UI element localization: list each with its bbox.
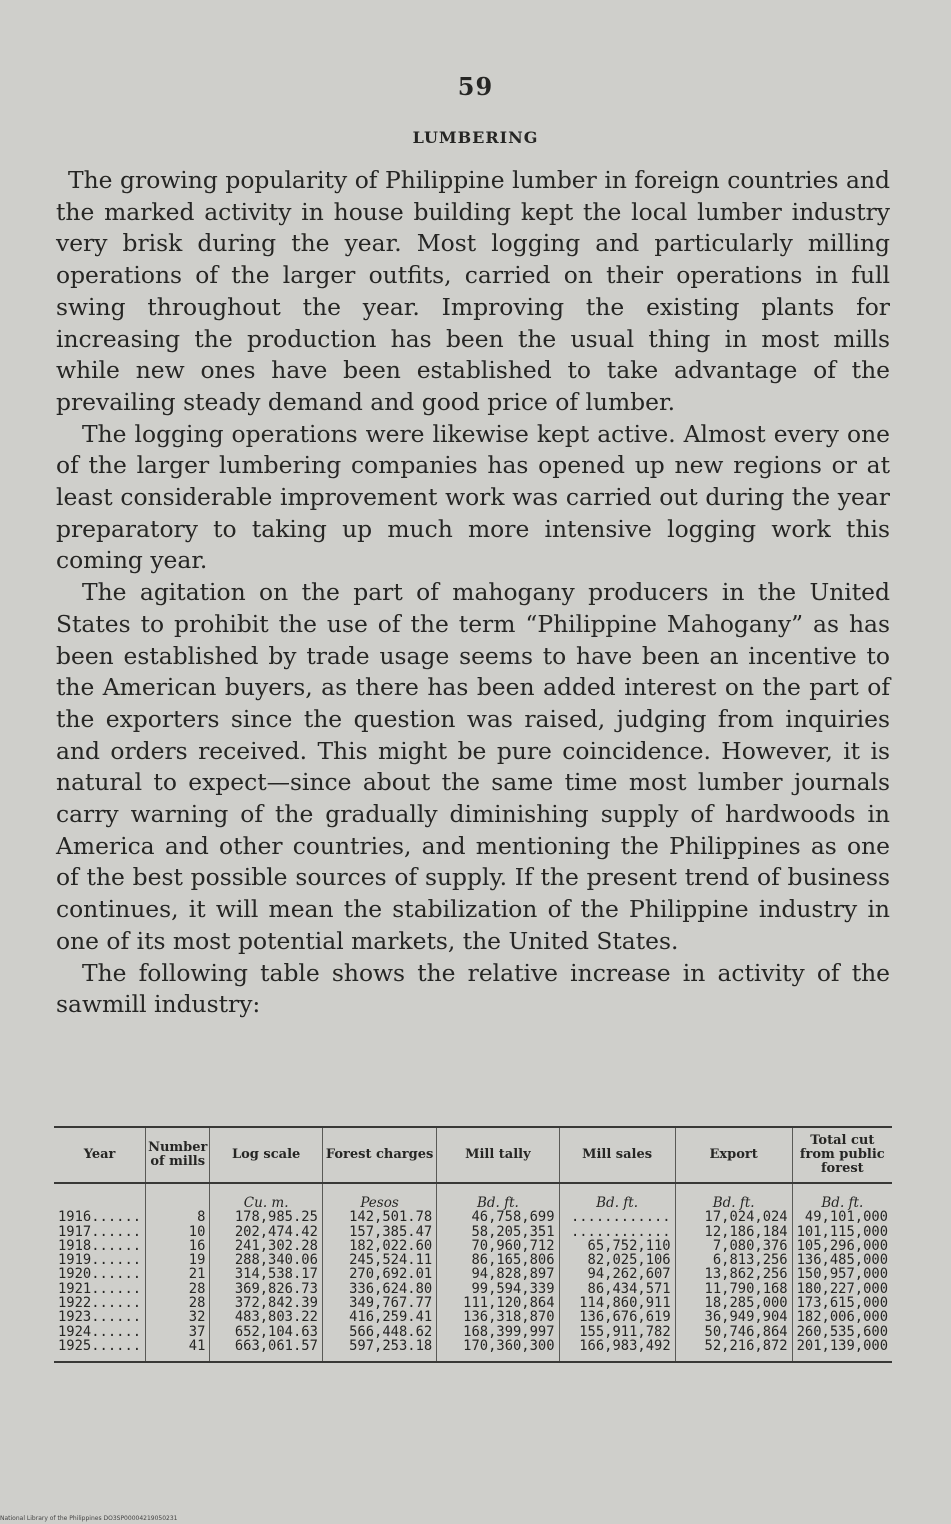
- mill-tally-column: [437, 1183, 559, 1362]
- mill-tally-unit: Bd. ft.: [476, 1195, 519, 1211]
- log-scale-values: 178,985.25 202,474.42 241,302.28 288,340.06 314,538.17 369,826.73 372,842.39 483,803.22 652,104.63 663,061.57: [234, 1209, 318, 1354]
- forest-charges-column: [322, 1183, 436, 1362]
- mill-sales-values: ............ ............ 65,752,110 82,025,106 94,262,607 86,434,571 114,860,911 136,676,619 155,911,782 166,983,492: [570, 1209, 671, 1354]
- mills-values: 8 10 16 19 21 28 28 32 37 41: [188, 1209, 206, 1354]
- table-row: [54, 1183, 892, 1362]
- paragraph-4: The following table shows the relative increase in activity of the sawmill industry:: [56, 958, 890, 1019]
- header-export: Export: [675, 1127, 792, 1183]
- mill-sales-column: [559, 1183, 675, 1362]
- body-text: [56, 165, 890, 1021]
- paragraph-2: The logging operations were likewise kept active. Almost every one of the larger lumbering companies has opened up new regions or at least considerable improvement work was carried out during the year preparatory to taking up much more intensive logging work this coming year.: [56, 419, 890, 575]
- year-column: [54, 1183, 146, 1362]
- paragraph-1: The growing popularity of Philippine lumber in foreign countries and the marked activity in house building kept the local lumber industry very brisk during the year. Most logging and particularly milling operations of the larger outfits, carried on their operations in full swing throughout the year. Improving the existing plants for increasing the production has been the usual thing in most mills while new ones have been established to take advantage of the prevailing steady demand and good price of lumber.: [56, 166, 890, 416]
- library-footer-mark: National Library of the Philippines DO3SP00004219050231: [0, 1515, 178, 1522]
- mills-column: [146, 1183, 210, 1362]
- export-values: 17,024,024 12,186,184 7,080,376 6,813,256 13,862,256 11,790,168 18,285,000 36,949,904 50,746,864 52,216,872: [704, 1209, 788, 1354]
- log-scale-column: [210, 1183, 323, 1362]
- total-cut-values: 49,101,000 101,115,000 105,296,000 136,485,000 150,957,000 180,227,000 173,615,000 182,006,000 260,535,600 201,139,000: [796, 1209, 888, 1354]
- header-mills: Number of mills: [146, 1127, 210, 1183]
- log-scale-unit: Cu. m.: [243, 1195, 289, 1211]
- forest-charges-unit: Pesos: [360, 1195, 399, 1211]
- total-cut-column: [792, 1183, 892, 1362]
- total-cut-unit: Bd. ft.: [821, 1195, 864, 1211]
- mill-sales-unit: Bd. ft.: [596, 1195, 638, 1211]
- header-year: Year: [54, 1127, 146, 1183]
- page-number: 59: [457, 72, 494, 101]
- header-forest-charges: Forest charges: [322, 1127, 436, 1183]
- mill-tally-values: 46,758,699 58,205,351 70,960,712 86,165,806 94,828,897 99,594,339 111,120,864 136,318,870 168,399,997 170,360,300: [463, 1209, 555, 1354]
- export-unit: Bd. ft.: [712, 1195, 755, 1211]
- paragraph-3: The agitation on the part of mahogany producers in the United States to prohibit the use of the term “Philippine Mahogany” as has been established by trade usage seems to have been an incentive to the American buyers, as there has been added interest on the part of the exporters since the question was raised, judging from inquiries and orders received. This might be pure coincidence. However, it is natural to expect—since about the same time most lumber journals carry warning of the gradually diminishing supply of hardwoods in America and other countries, and mentioning the Philippines as one of the best possible sources of supply. If the present trend of business continues, it will mean the stabilization of the Philippine industry in one of its most potential markets, the United States.: [56, 578, 890, 955]
- export-column: [675, 1183, 792, 1362]
- sawmill-table: [54, 1126, 892, 1363]
- section-title: LUMBERING: [412, 128, 539, 147]
- header-mill-tally: Mill tally: [437, 1127, 559, 1183]
- header-mill-sales: Mill sales: [559, 1127, 675, 1183]
- header-total-cut: Total cut from public forest: [792, 1127, 892, 1183]
- forest-charges-values: 142,501.78 157,385.47 182,022.60 245,524.11 270,692.01 336,624.80 349,767.77 416,259.41 566,448.62 597,253.18: [349, 1209, 433, 1354]
- header-log-scale: Log scale: [210, 1127, 323, 1183]
- year-values: 1916...... 1917...... 1918...... 1919...... 1920...... 1921...... 1922...... 1923...... 1924...... 1925......: [58, 1209, 142, 1354]
